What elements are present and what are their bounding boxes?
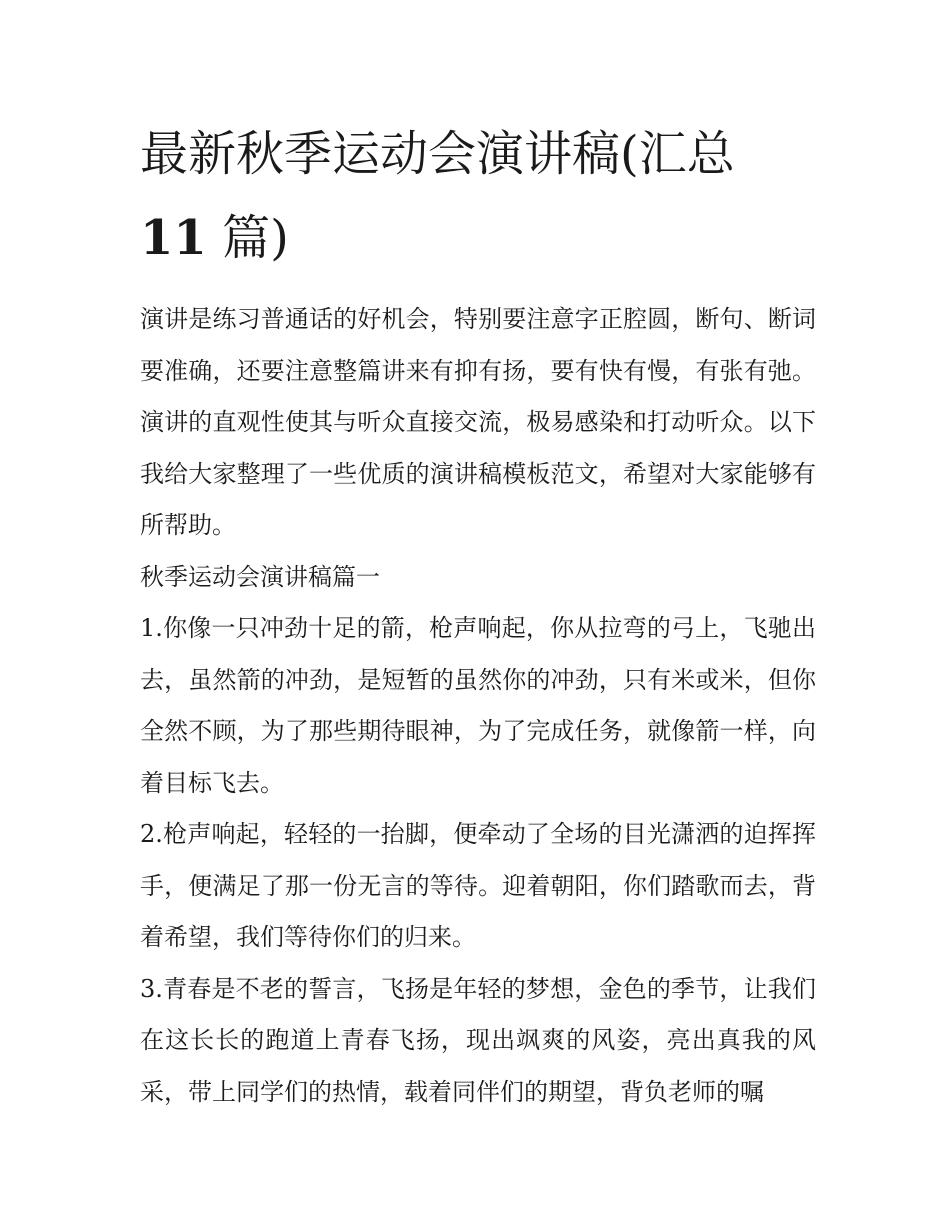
paragraph-2: 2.枪声响起，轻轻的一抬脚，便牵动了全场的目光潇洒的迫挥挥手，便满足了那一份无言的等待。迎着朝阳，你们踏歌而去，背着希望，我们等待你们的归来。 [140, 820, 816, 951]
title-number: 11 [140, 210, 207, 266]
section-heading: 秋季运动会演讲稿篇一 [140, 562, 380, 591]
document-title [140, 112, 816, 280]
paragraph-3: 3.青春是不老的誓言，飞扬是年轻的梦想，金色的季节，让我们在这长长的跑道上青春飞扬，现出飒爽的风姿，亮出真我的风采，带上同学们的热情，载着同伴们的期望，背负老师的嘱 [140, 974, 816, 1106]
title-end: 篇) [222, 210, 289, 266]
title-main: 最新秋季运动会演讲稿(汇总 [140, 126, 735, 182]
document-content [140, 112, 816, 1118]
paragraph-1: 1.你像一只冲劲十足的箭，枪声响起，你从拉弯的弓上，飞驰出去，虽然箭的冲劲，是短暂的虽然你的冲劲，只有米或米，但你全然不顾，为了那些期待眼神，为了完成任务，就像箭一样，向着目标飞去。 [140, 614, 816, 797]
intro-paragraph: 演讲是练习普通话的好机会，特别要注意字正腔圆，断句、断词要准确，还要注意整篇讲来有抑有扬，要有快有慢，有张有弛。演讲的直观性使其与听众直接交流，极易感染和打动听众。以下我给大家整理了一些优质的演讲稿模板范文，希望对大家能够有所帮助。 [140, 305, 816, 539]
